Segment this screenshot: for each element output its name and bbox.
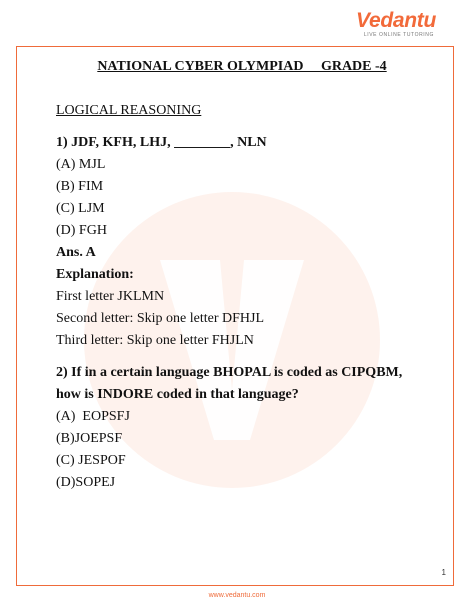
q1-option-d: (D) FGH (56, 223, 107, 238)
question-1: 1) JDF, KFH, LHJ, ________, NLN (56, 135, 267, 150)
document-title: NATIONAL CYBER OLYMPIAD GRADE -4 (97, 59, 387, 74)
question-2-line-1: 2) If in a certain language BHOPAL is coded as CIPQBM, (56, 365, 403, 380)
q2-option-c: (C) JESPOF (56, 453, 126, 468)
q1-answer: Ans. A (56, 245, 96, 260)
brand-name: Vedantu (356, 9, 436, 32)
q2-option-b: (B)JOEPSF (56, 431, 123, 446)
vedantu-logo (356, 10, 436, 38)
q1-option-a: (A) MJL (56, 157, 106, 172)
q1-explanation-line: Second letter: Skip one letter DFHJL (56, 311, 265, 326)
footer-website-link[interactable]: www.vedantu.com (208, 592, 266, 599)
section-heading: LOGICAL REASONING (56, 103, 202, 118)
question-2-line-2: how is INDORE coded in that language? (56, 387, 299, 402)
q2-option-d: (D)SOPEJ (56, 475, 116, 490)
brand-tagline: LIVE ONLINE TUTORING (363, 32, 434, 38)
q1-option-b: (B) FIM (56, 179, 104, 194)
q1-option-c: (C) LJM (56, 201, 105, 216)
q2-option-a: (A) EOPSFJ (56, 409, 130, 424)
q1-explanation-line: First letter JKLMN (56, 289, 165, 304)
q1-explanation-label: Explanation: (56, 267, 134, 282)
document-body (56, 56, 436, 494)
page-number: 1 (441, 568, 446, 577)
q1-explanation-line: Third letter: Skip one letter FHJLN (56, 333, 254, 348)
